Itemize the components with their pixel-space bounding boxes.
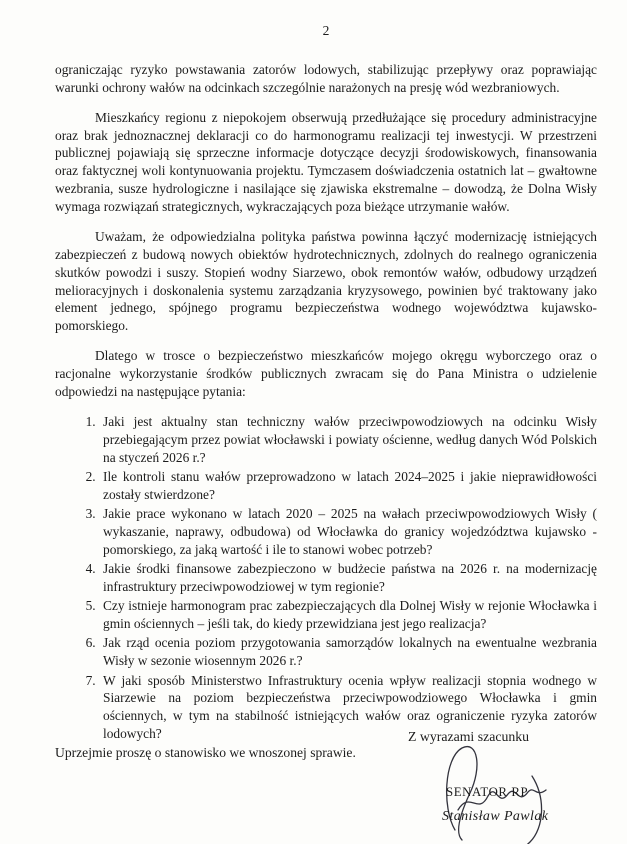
letter-body [55,61,597,762]
page-number: 2 [322,23,330,38]
paragraph: Dlatego w trosce o bezpieczeństwo mieszkańców mojego okręgu wyborczego oraz o racjonalne wykorzystanie środków publicznych zwracam się do Pana Ministra o udzielenie odpowiedzi na następujące pytania: [55,348,597,400]
signoff-text: Z wyrazami szacunku [408,729,530,744]
question-item: 7. W jaki sposób Ministerstwo Infrastruktury ocenia wpływ realizacji stopnia wodnego w Siarzewie na poziom bezpieczeństwa przeciwpowodziowego Włocławka i gmin ościennych, w tym na stabilność istniejących wałów oraz ograniczenie ryzyka zatorów lodowych? [99,672,597,743]
question-item: 3. Jakie prace wykonano w latach 2020 – 2025 na wałach przeciwpowodziowych Wisły ( wykaszanie, naprawy, odbudowa) od Włocławka do granicy wojedzództwa kujawsko - pomorskiego, za jaką wartość i ile to stanowi wobec potrzeb? [99,505,597,558]
paragraph: ograniczając ryzyko powstawania zatorów lodowych, stabilizując przepływy oraz poprawiając warunki ochrony wałów na odcinkach szczególnie narażonych na presję wód wezbraniowych. [55,61,597,95]
question-item: 5. Czy istnieje harmonogram prac zabezpieczających dla Dolnej Wisły w rejonie Włocławka i gmin ościennych – jeśli tak, do kiedy przewidziana jest jego realizacja? [99,597,597,633]
signature-title: SENATOR RP [446,785,529,799]
closing-line: Uprzejmie proszę o stanowisko we wnoszonej sprawie. [55,745,356,761]
question-item: 6. Jak rząd ocenia poziom przygotowania samorządów lokalnych na ewentualne wezbrania Wisły w sezonie wiosennym 2026 r.? [99,634,597,670]
question-item: 2. Ile kontroli stanu wałów przeprowadzono w latach 2024–2025 i jakie nieprawidłowości zostały stwierdzone? [99,468,597,504]
question-item: 4. Jakie środki finansowe zabezpieczono w budżecie państwa na 2026 r. na modernizację infrastruktury przeciwpowodziowej w tym regionie? [99,560,597,596]
question-item: 1. Jaki jest aktualny stan techniczny wałów przeciwpowodziowych na odcinku Wisły przebiegającym przez powiat włocławski i powiaty ościenne, według danych Wód Polskich na styczeń 2026 r.? [99,413,597,466]
questions-list [55,413,597,742]
signature-name: Stanisław Pawlak [442,809,549,824]
paragraph: Uważam, że odpowiedzialna polityka państwa powinna łączyć modernizację istniejących zabezpieczeń z budową nowych obiektów hydrotechnicznych, zdolnych do realnego ograniczenia skutków powodzi i suszy. Stopień wodny Siarzewo, obok remontów wałów, odbudowy urządzeń melioracyjnych i doskonalenia systemu zarządzania kryzysowego, powinien być traktowany jako element jednego, spójnego programu bezpieczeństwa wodnego województwa kujawsko-pomorskiego. [55,229,597,334]
signature-block [398,728,608,844]
paragraph: Mieszkańcy regionu z niepokojem obserwują przedłużające się procedury administracyjne oraz brak jednoznacznej deklaracji co do harmonogramu realizacji tej inwestycji. W przestrzeni publicznej pojawiają się sprzeczne informacje dotyczące decyzji środowiskowych, finansowania oraz faktycznej woli kontynuowania projektu. Tymczasem doświadczenia ostatnich lat – gwałtowne wezbrania, susze hydrologiczne i nasilające się zjawiska ekstremalne – dowodzą, że Dolna Wisły wymaga rozwiązań strategicznych, wykraczających poza bieżące utrzymanie wałów. [55,109,597,214]
